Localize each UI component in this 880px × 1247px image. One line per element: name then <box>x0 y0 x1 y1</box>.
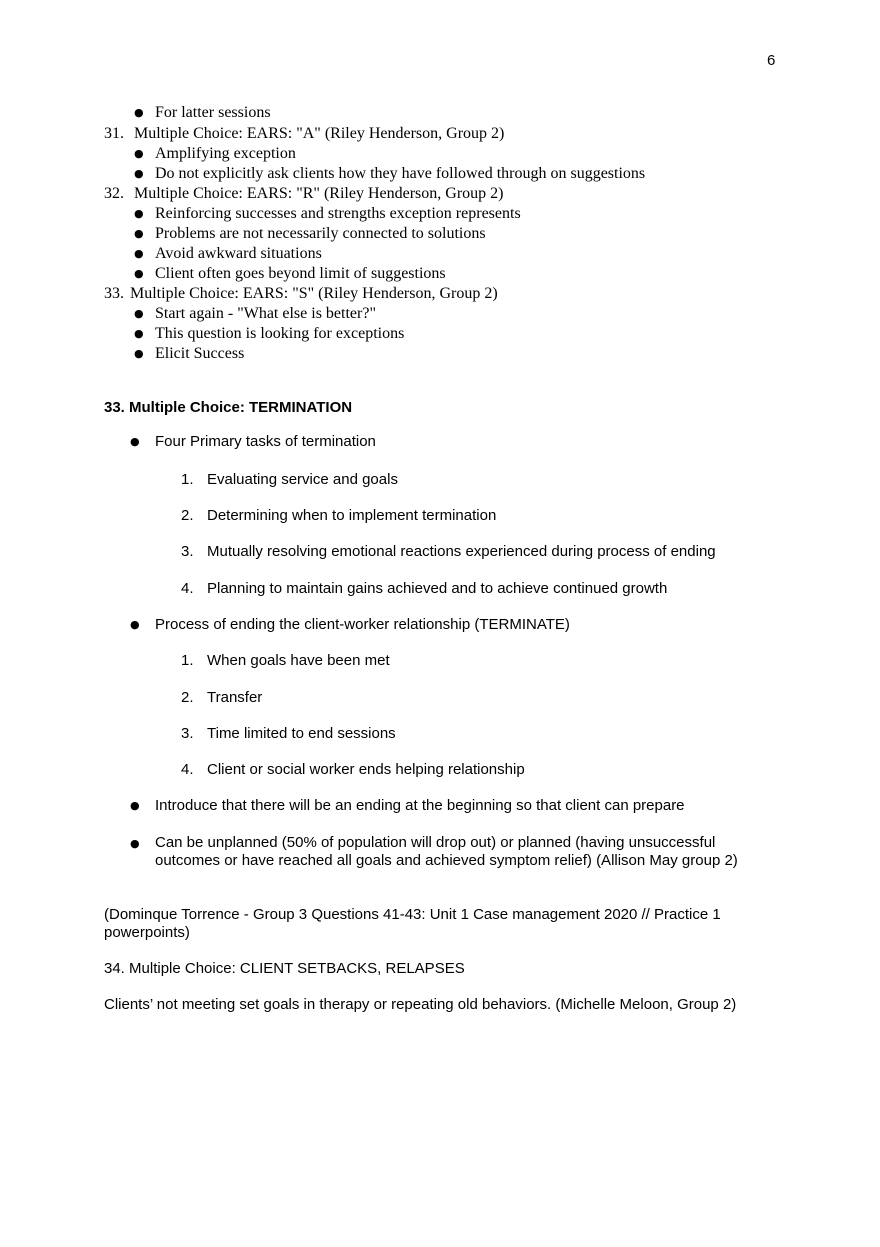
list-number: 4. <box>181 580 194 597</box>
item-title: Multiple Choice: EARS: "A" (Riley Henderson, Group 2) <box>134 125 505 142</box>
list-item: Problems are not necessarily connected to solutions <box>155 225 486 242</box>
item-title: Multiple Choice: EARS: "S" (Riley Henderson, Group 2) <box>130 285 498 302</box>
item-title: Multiple Choice: EARS: "R" (Riley Henderson, Group 2) <box>134 185 504 202</box>
bullet-icon: ● <box>134 267 144 280</box>
bullet-icon: ● <box>134 327 144 340</box>
list-item: Client or social worker ends helping relationship <box>207 761 525 778</box>
list-item: This question is looking for exceptions <box>155 325 405 342</box>
bullet-icon: ● <box>134 227 144 240</box>
list-item: Elicit Success <box>155 345 245 362</box>
bullet-icon: ● <box>130 435 140 448</box>
list-item: When goals have been met <box>207 652 390 669</box>
list-item: Planning to maintain gains achieved and to achieve continued growth <box>207 580 668 597</box>
list-item: Time limited to end sessions <box>207 725 396 742</box>
bullet-icon: ● <box>130 799 140 812</box>
bullet-icon: ● <box>130 837 140 850</box>
list-item: Do not explicitly ask clients how they have followed through on suggestions <box>155 165 646 182</box>
list-item: Transfer <box>207 689 263 706</box>
list-item: Evaluating service and goals <box>207 471 398 488</box>
list-item: Reinforcing successes and strengths exception represents <box>155 205 521 222</box>
list-item: Start again - "What else is better?" <box>155 305 376 322</box>
bullet-icon: ● <box>134 167 144 180</box>
page-number: 6 <box>767 52 776 69</box>
item-number: 31. <box>104 125 124 142</box>
item-number: 33. <box>104 285 124 302</box>
bullet-icon: ● <box>130 618 140 631</box>
item-number: 32. <box>104 185 124 202</box>
bullet-icon: ● <box>134 106 144 119</box>
bullet-icon: ● <box>134 347 144 360</box>
list-item: Can be unplanned (50% of population will drop out) or planned (having unsuccessful outcomes or have reached all goals and achieved symptom relief) (Allison May group 2) <box>155 834 738 869</box>
item-body: Clients’ not meeting set goals in therapy or repeating old behaviors. (Michelle Meloon, Group 2) <box>104 996 737 1013</box>
list-number: 3. <box>181 543 194 560</box>
list-number: 3. <box>181 725 194 742</box>
list-number: 2. <box>181 507 194 524</box>
bullet-icon: ● <box>134 247 144 260</box>
list-item: Amplifying exception <box>155 145 296 162</box>
list-number: 4. <box>181 761 194 778</box>
list-item: Client often goes beyond limit of suggestions <box>155 265 446 282</box>
list-item: Process of ending the client-worker relationship (TERMINATE) <box>155 616 570 633</box>
bullet-icon: ● <box>134 147 144 160</box>
list-item: Introduce that there will be an ending at the beginning so that client can prepare <box>155 797 685 814</box>
list-number: 2. <box>181 689 194 706</box>
bullet-icon: ● <box>134 307 144 320</box>
item-title: 34. Multiple Choice: CLIENT SETBACKS, RELAPSES <box>104 960 465 977</box>
source-note: (Dominque Torrence - Group 3 Questions 41-43: Unit 1 Case management 2020 // Practice 1 powerpoints) <box>104 906 721 941</box>
list-item: Four Primary tasks of termination <box>155 433 376 450</box>
list-number: 1. <box>181 652 194 669</box>
bullet-icon: ● <box>134 207 144 220</box>
list-item: For latter sessions <box>155 104 271 121</box>
list-item: Avoid awkward situations <box>155 245 322 262</box>
list-item: Mutually resolving emotional reactions experienced during process of ending <box>207 543 716 560</box>
section-heading: 33. Multiple Choice: TERMINATION <box>104 399 353 416</box>
list-number: 1. <box>181 471 194 488</box>
list-item: Determining when to implement termination <box>207 507 497 524</box>
